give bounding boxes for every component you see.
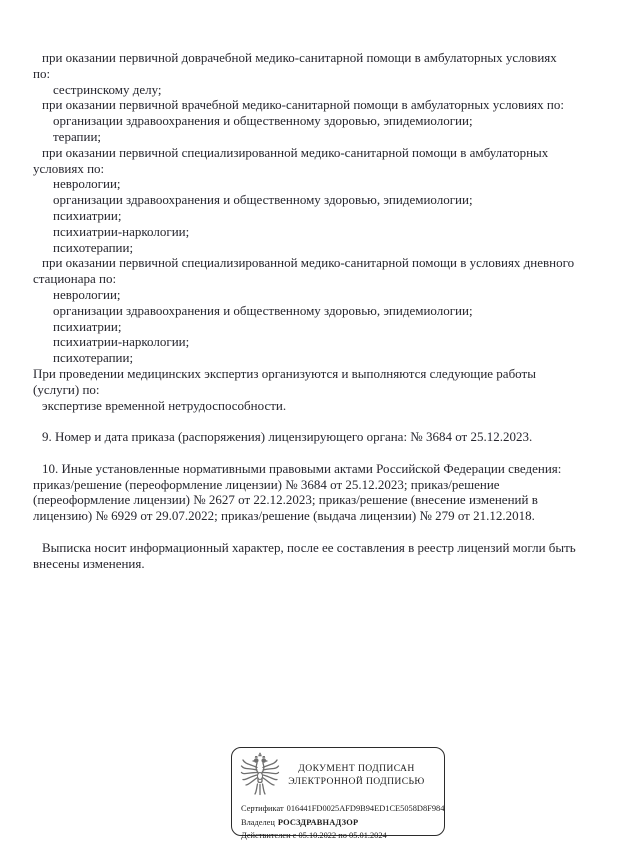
text-line: организации здравоохранения и общественному здоровью, эпидемиологии;: [53, 302, 473, 318]
text-line: 10. Иные установленные нормативными правовыми актами Российской Федерации сведения:: [42, 460, 562, 476]
text-line: психотерапии;: [53, 350, 134, 366]
blank-line: [33, 413, 606, 429]
text-line: по:: [33, 65, 51, 81]
text-line: экспертизе временной нетрудоспособности.: [42, 397, 287, 413]
text-line: приказ/решение (переоформление лицензии) № 3684 от 25.12.2023; приказ/решение: [33, 476, 500, 492]
text-line: Выписка носит информационный характер, после ее составления в реестр лицензий могли быть: [42, 539, 576, 555]
certificate-value: 016441FD0025AFD9B94ED1CE5058D8F984: [286, 804, 445, 813]
text-line: психотерапии;: [53, 239, 134, 255]
text-line: при оказании первичной врачебной медико-санитарной помощи в амбулаторных условиях по:: [42, 97, 564, 113]
text-line: стационара по:: [33, 271, 117, 287]
text-line: лицензию) № 6929 от 29.07.2022; приказ/решение (выдача лицензии) № 279 от 21.12.2018.: [33, 508, 535, 524]
text-line: условиях по:: [33, 160, 105, 176]
text-line: при оказании первичной специализированной медико-санитарной помощи в условиях дневного: [42, 255, 575, 271]
text-line: терапии;: [53, 128, 102, 144]
validity-row: Действителен с 05.10.2022 по 05.01.2024: [241, 831, 387, 841]
text-line: при оказании первичной доврачебной медико-санитарной помощи в амбулаторных условиях: [42, 50, 557, 65]
stamp-title-line2: ЭЛЕКТРОННОЙ ПОДПИСЬЮ: [288, 775, 425, 787]
text-line: неврологии;: [53, 286, 121, 302]
owner-value: РОСЗДРАВНАДЗОР: [277, 817, 359, 827]
digital-signature-stamp: [231, 747, 445, 841]
text-line: При проведении медицинских экспертиз организуются и выполняются следующие работы: [33, 365, 536, 381]
text-line: (услуги) по:: [33, 381, 100, 397]
text-line: психиатрии;: [53, 318, 122, 334]
text-line: сестринскому делу;: [53, 81, 162, 97]
text-line: (переоформление лицензии) № 2627 от 22.12.2023; приказ/решение (внесение изменений в: [33, 492, 538, 508]
stamp-details: [232, 799, 444, 843]
owner-row: [241, 816, 436, 830]
text-line: организации здравоохранения и общественному здоровью, эпидемиологии;: [53, 113, 473, 129]
stamp-title: [280, 763, 435, 788]
text-line: при оказании первичной специализированной медико-санитарной помощи в амбулаторных: [42, 144, 549, 160]
certificate-row: [241, 802, 445, 816]
certificate-label: Сертификат: [241, 804, 284, 813]
document-text: [33, 50, 606, 571]
owner-label: Владелец: [241, 817, 275, 827]
text-line: внесены изменения.: [33, 555, 145, 571]
text-line: неврологии;: [53, 176, 121, 192]
text-line: психиатрии;: [53, 207, 122, 223]
blank-line: [33, 524, 606, 540]
stamp-title-line1: ДОКУМЕНТ ПОДПИСАН: [298, 763, 415, 775]
stamp-header: [232, 748, 444, 799]
text-line: 9. Номер и дата приказа (распоряжения) лицензирующего органа: № 3684 от 25.12.2023.: [42, 429, 533, 445]
blank-line: [33, 445, 606, 461]
text-line: психиатрии-наркологии;: [53, 334, 190, 350]
text-line: организации здравоохранения и общественному здоровью, эпидемиологии;: [53, 192, 473, 208]
double-headed-eagle-emblem-icon: [240, 752, 280, 799]
text-line: психиатрии-наркологии;: [53, 223, 190, 239]
